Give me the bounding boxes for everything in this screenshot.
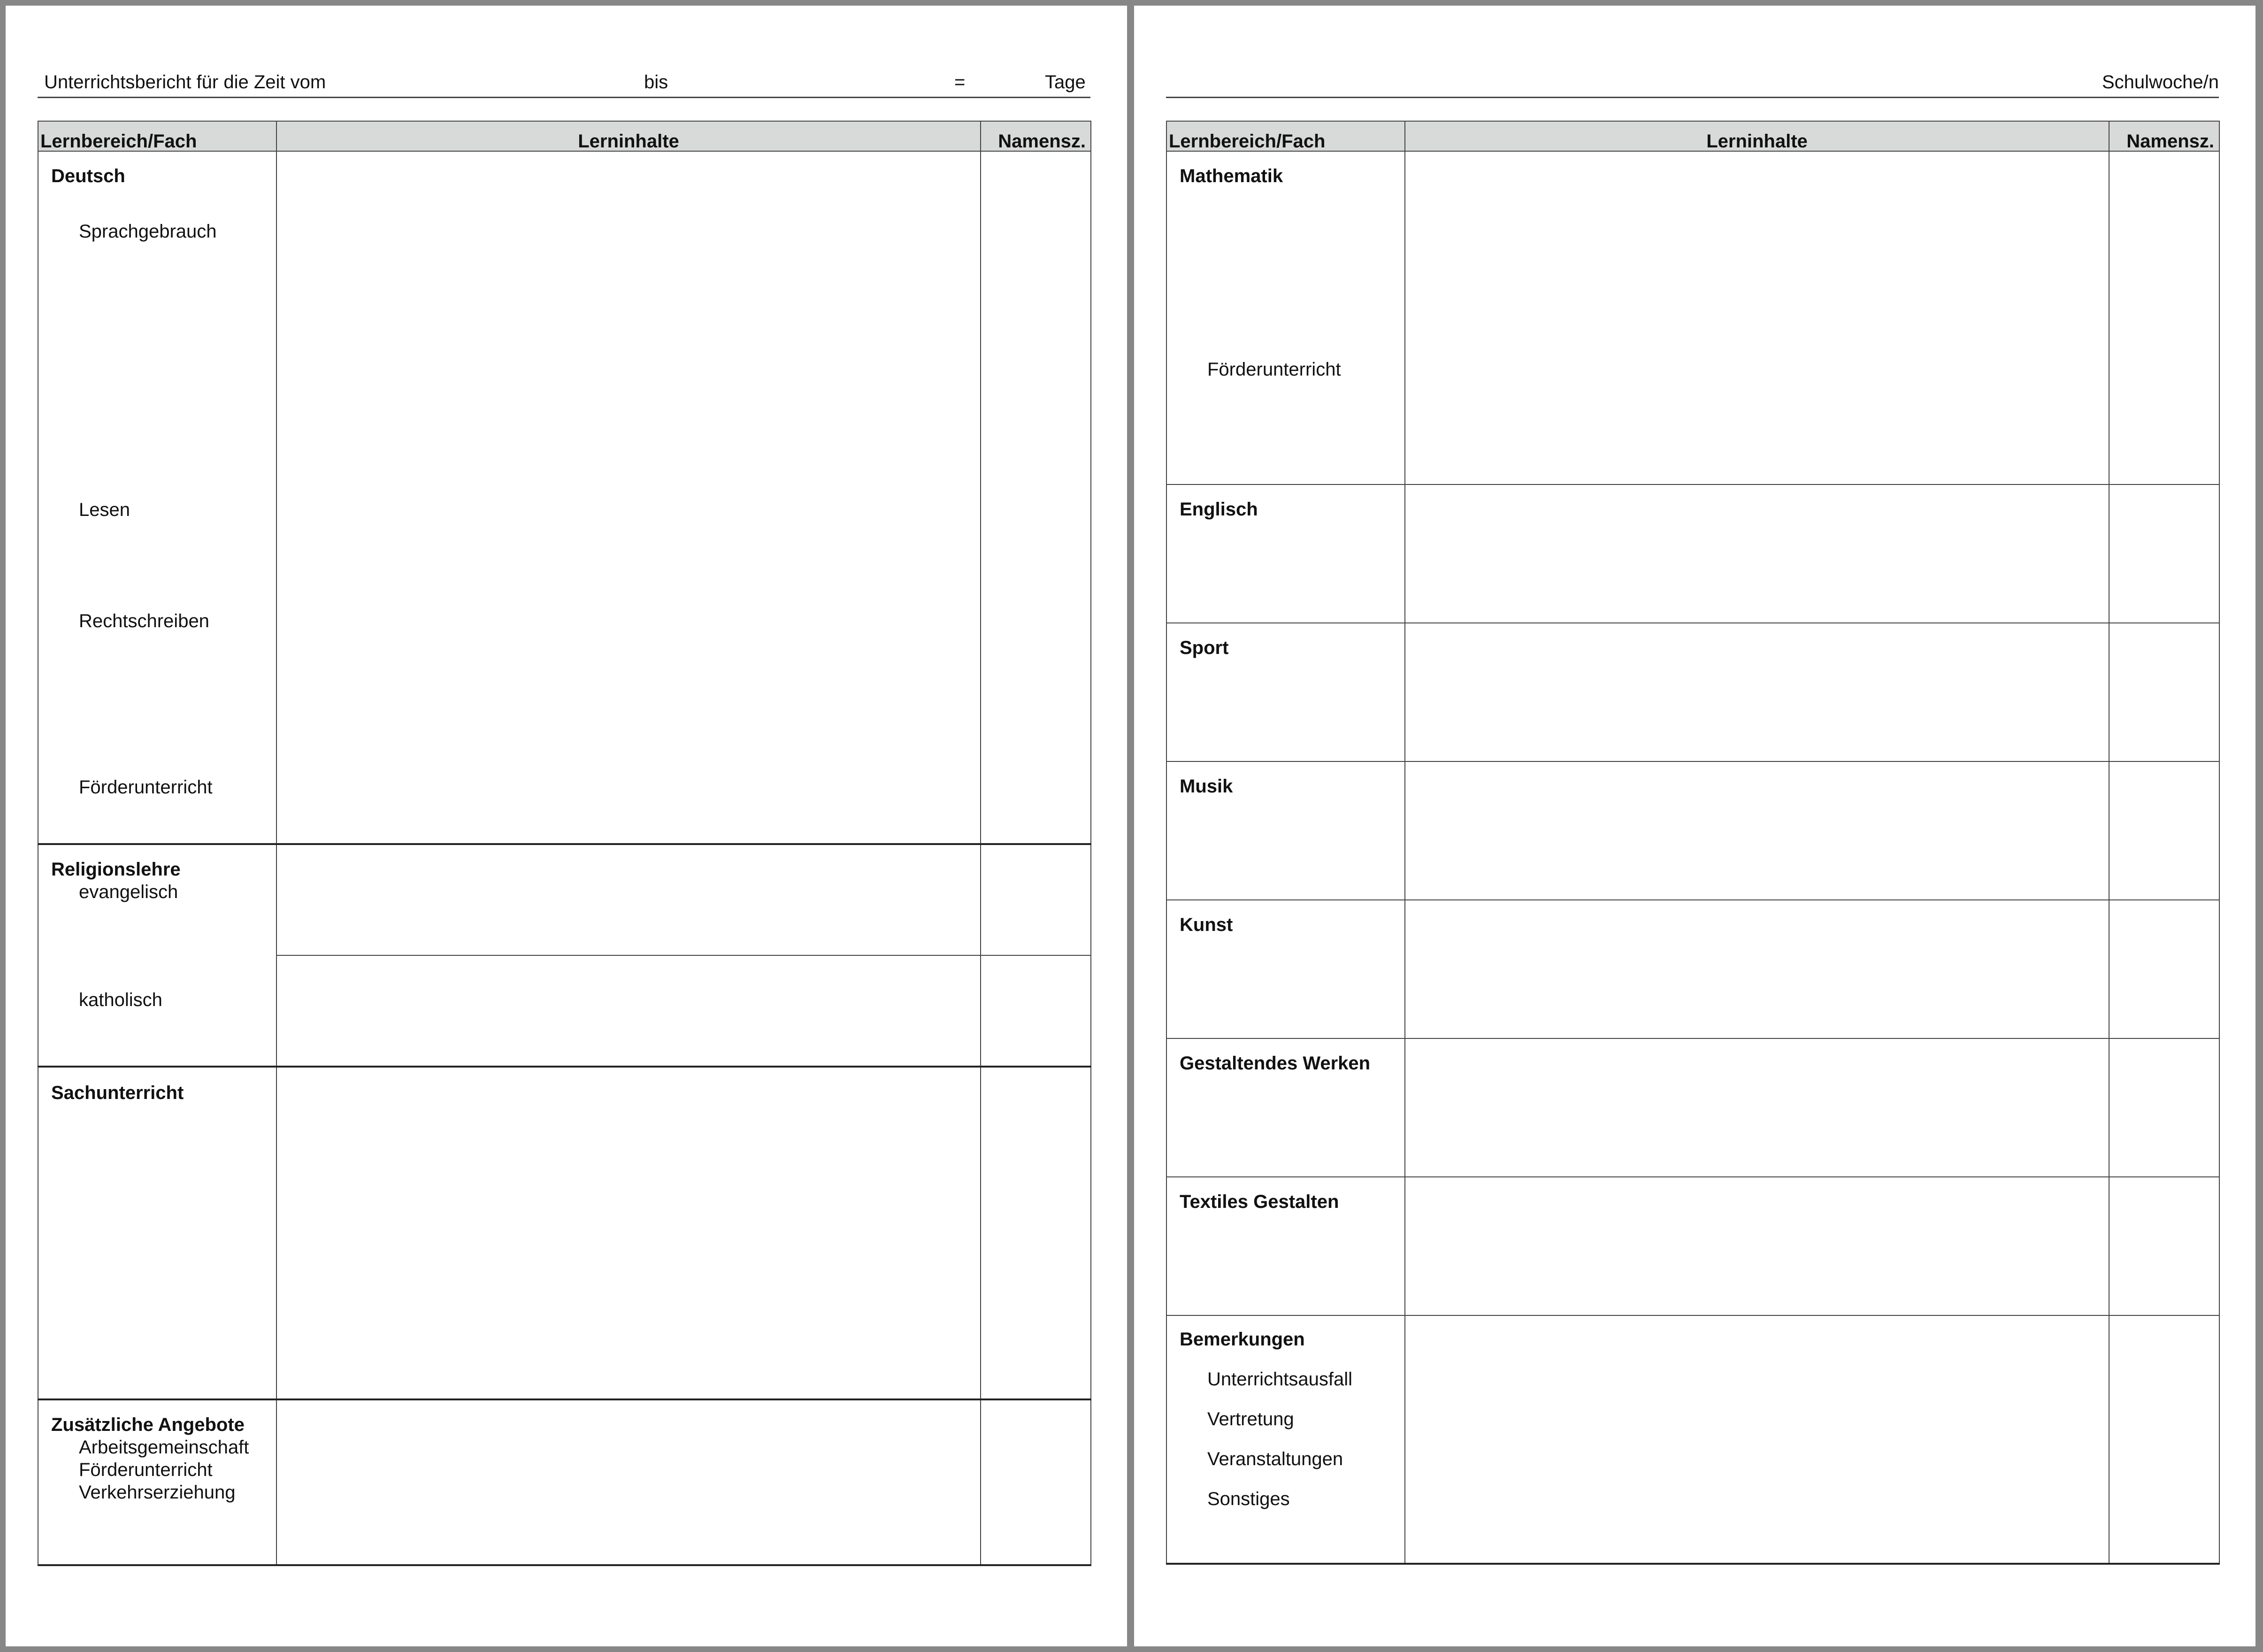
- namensz-cell-deutsch[interactable]: [981, 151, 1091, 844]
- lerninhalte-cell-sachunterricht[interactable]: [276, 1067, 981, 1399]
- sub-foerderunterricht-2: Förderunterricht: [79, 1460, 213, 1480]
- fach-cell-religion: [38, 844, 276, 1067]
- table-row-bemerkungen: [1166, 1315, 2219, 1564]
- report-period-label: Unterrichtsbericht für die Zeit vom: [44, 72, 326, 92]
- subject-sachunterricht: Sachunterricht: [51, 1083, 184, 1103]
- right-lesson-table: [1166, 121, 2220, 1565]
- table-row-sport: [1166, 623, 2219, 761]
- table-row-zusaetzlich: [38, 1399, 1091, 1565]
- equals-label: =: [954, 72, 966, 92]
- sub-rechtschreiben: Rechtschreiben: [79, 611, 209, 631]
- fach-cell-sport: [1166, 623, 1405, 761]
- table-row-religion-evangelisch: [38, 844, 1091, 955]
- fach-cell-deutsch: [38, 151, 276, 844]
- sub-vertretung: Vertretung: [1207, 1409, 1294, 1429]
- schulwochen-label: Schulwoche/n: [2102, 72, 2219, 92]
- lerninhalte-cell-evangelisch[interactable]: [276, 844, 981, 955]
- subject-mathematik: Mathematik: [1180, 166, 1283, 186]
- bis-label: bis: [644, 72, 668, 92]
- namensz-cell-musik[interactable]: [2109, 761, 2219, 900]
- lerninhalte-cell-textiles-gestalten[interactable]: [1405, 1177, 2109, 1315]
- table-row-textiles-gestalten: [1166, 1177, 2219, 1315]
- subject-kunst: Kunst: [1180, 914, 1233, 935]
- schulwochen-line: [1166, 70, 2219, 98]
- namensz-cell-mathematik[interactable]: [2109, 151, 2219, 484]
- fach-cell-mathematik: [1166, 151, 1405, 484]
- sub-verkehrserziehung: Verkehrserziehung: [79, 1482, 236, 1503]
- sub-veranstaltungen: Veranstaltungen: [1207, 1449, 1343, 1469]
- namensz-cell-gestaltendes-werken[interactable]: [2109, 1038, 2219, 1177]
- sub-katholisch: katholisch: [79, 990, 162, 1010]
- lerninhalte-cell-englisch[interactable]: [1405, 484, 2109, 623]
- subject-englisch: Englisch: [1180, 499, 1258, 520]
- left-page: [6, 6, 1127, 1646]
- table-row-deutsch: [38, 151, 1091, 844]
- col-header-lerninhalte: Lerninhalte: [1405, 121, 2109, 151]
- table-header-row: [1166, 121, 2219, 151]
- table-row-kunst: [1166, 900, 2219, 1038]
- table-row-gestaltendes-werken: [1166, 1038, 2219, 1177]
- fach-cell-bemerkungen: [1166, 1315, 1405, 1564]
- table-header-row: [38, 121, 1091, 151]
- namensz-cell-katholisch[interactable]: [981, 955, 1091, 1067]
- namensz-cell-evangelisch[interactable]: [981, 844, 1091, 955]
- lerninhalte-cell-kunst[interactable]: [1405, 900, 2109, 1038]
- lerninhalte-cell-deutsch[interactable]: [276, 151, 981, 844]
- subject-religionslehre: Religionslehre: [51, 859, 181, 880]
- subject-textiles-gestalten: Textiles Gestalten: [1180, 1191, 1339, 1212]
- lerninhalte-cell-sport[interactable]: [1405, 623, 2109, 761]
- fach-cell-englisch: [1166, 484, 1405, 623]
- namensz-cell-kunst[interactable]: [2109, 900, 2219, 1038]
- fach-cell-kunst: [1166, 900, 1405, 1038]
- subject-musik: Musik: [1180, 776, 1233, 797]
- sub-lesen: Lesen: [79, 499, 130, 520]
- lerninhalte-cell-zusaetzlich[interactable]: [276, 1399, 981, 1565]
- lerninhalte-cell-musik[interactable]: [1405, 761, 2109, 900]
- namensz-cell-sport[interactable]: [2109, 623, 2219, 761]
- fach-cell-gestaltendes-werken: [1166, 1038, 1405, 1177]
- table-row-sachunterricht: [38, 1067, 1091, 1399]
- lerninhalte-cell-katholisch[interactable]: [276, 955, 981, 1067]
- namensz-cell-textiles-gestalten[interactable]: [2109, 1177, 2219, 1315]
- namensz-cell-bemerkungen[interactable]: [2109, 1315, 2219, 1564]
- sub-sprachgebrauch: Sprachgebrauch: [79, 221, 217, 242]
- lerninhalte-cell-bemerkungen[interactable]: [1405, 1315, 2109, 1564]
- sub-arbeitsgemeinschaft: Arbeitsgemeinschaft: [79, 1437, 249, 1458]
- table-row-mathematik: [1166, 151, 2219, 484]
- subject-deutsch: Deutsch: [51, 166, 125, 186]
- left-lesson-table: [38, 121, 1091, 1566]
- subject-sport: Sport: [1180, 638, 1229, 658]
- fach-cell-zusaetzlich: [38, 1399, 276, 1565]
- sub-sonstiges: Sonstiges: [1207, 1489, 1290, 1509]
- col-header-fach: Lernbereich/Fach: [38, 121, 276, 151]
- report-period-line: [38, 70, 1090, 98]
- table-row-musik: [1166, 761, 2219, 900]
- namensz-cell-sachunterricht[interactable]: [981, 1067, 1091, 1399]
- sub-unterrichtsausfall: Unterrichtsausfall: [1207, 1369, 1353, 1390]
- col-header-lerninhalte: Lerninhalte: [276, 121, 981, 151]
- subject-gestaltendes-werken: Gestaltendes Werken: [1180, 1053, 1371, 1074]
- fach-cell-musik: [1166, 761, 1405, 900]
- fach-cell-sachunterricht: [38, 1067, 276, 1399]
- col-header-namensz: Namensz.: [981, 121, 1091, 151]
- right-page: [1134, 6, 2255, 1646]
- subject-bemerkungen: Bemerkungen: [1180, 1329, 1305, 1350]
- namensz-cell-englisch[interactable]: [2109, 484, 2219, 623]
- lerninhalte-cell-mathematik[interactable]: [1405, 151, 2109, 484]
- namensz-cell-zusaetzlich[interactable]: [981, 1399, 1091, 1565]
- tage-label: Tage: [1045, 72, 1086, 92]
- table-row-englisch: [1166, 484, 2219, 623]
- col-header-fach: Lernbereich/Fach: [1166, 121, 1405, 151]
- sub-foerderunterricht: Förderunterricht: [79, 777, 213, 798]
- sub-foerderunterricht: Förderunterricht: [1207, 359, 1341, 380]
- fach-cell-textiles-gestalten: [1166, 1177, 1405, 1315]
- sub-evangelisch: evangelisch: [79, 882, 178, 902]
- lerninhalte-cell-gestaltendes-werken[interactable]: [1405, 1038, 2109, 1177]
- subject-zusaetzliche-angebote: Zusätzliche Angebote: [51, 1414, 245, 1435]
- col-header-namensz: Namensz.: [2109, 121, 2219, 151]
